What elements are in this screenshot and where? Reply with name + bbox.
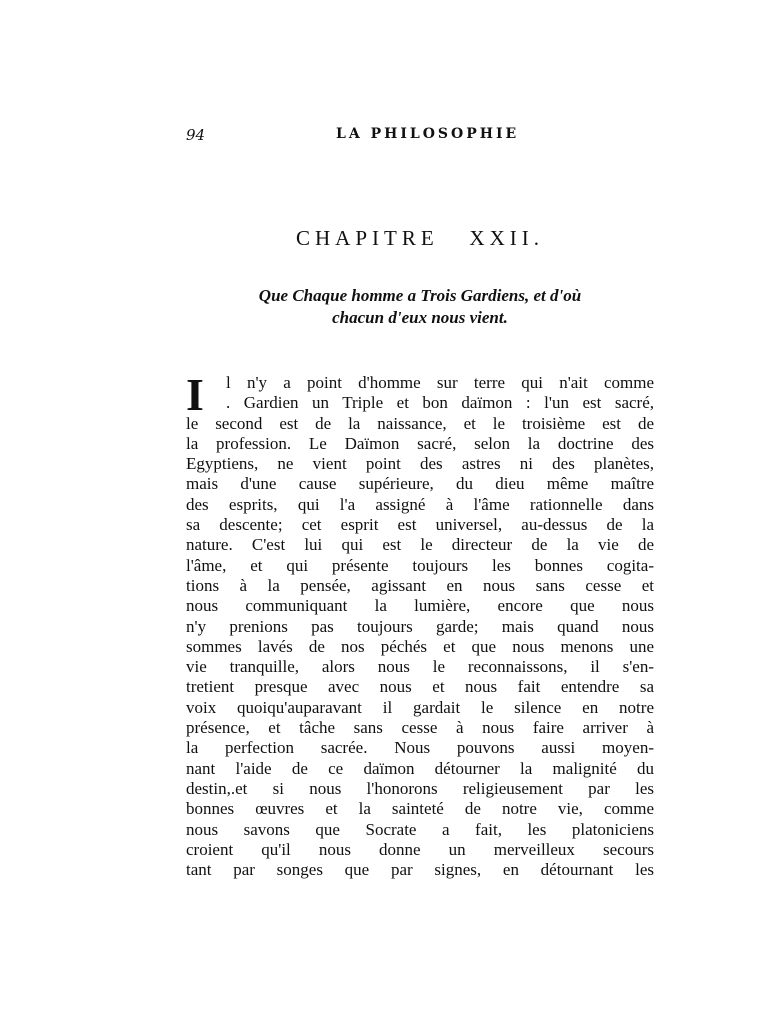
text-line: tant par songes que par signes, en détournant les: [186, 860, 654, 880]
body-text: [186, 369, 654, 880]
text-line: . Gardien un Triple et bon daïmon : l'un est sacré,: [226, 393, 654, 413]
text-line: bonnes œuvres et la sainteté de notre vie, comme: [186, 799, 654, 819]
text-line: mais d'une cause supérieure, du dieu même maître: [186, 474, 654, 494]
text-line: nant l'aide de ce daïmon détourner la malignité du: [186, 758, 654, 778]
text-line: n'y prenions pas toujours garde; mais quand nous: [186, 616, 654, 636]
text-line: la profession. Le Daïmon sacré, selon la doctrine des: [186, 433, 654, 453]
text-line: vie tranquille, alors nous le reconnaissons, il s'en-: [186, 657, 654, 677]
text-line: tretient presque avec nous et nous fait entendre sa: [186, 677, 654, 697]
page-number: 94: [186, 126, 206, 144]
subtitle-line: Que Chaque homme a Trois Gardiens, et d'où: [258, 286, 582, 305]
running-head: [186, 126, 654, 150]
text-line: nous savons que Socrate a fait, les platoniciens: [186, 819, 654, 839]
text-line: des esprits, qui l'a assigné à l'âme rationnelle dans: [186, 494, 654, 514]
text-line: voix quoiqu'auparavant il gardait le silence en notre: [186, 697, 654, 717]
paragraph-lines: [186, 414, 654, 881]
text-line: l'âme, et qui présente toujours les bonnes cogita-: [186, 555, 654, 575]
text-line: nous communiquant la lumière, encore que nous: [186, 596, 654, 616]
text-line: destin,.et si nous l'honorons religieusement par les: [186, 778, 654, 798]
text-line: nature. C'est lui qui est le directeur de la vie de: [186, 535, 654, 555]
text-line: présence, et tâche sans cesse à nous faire arriver à: [186, 718, 654, 738]
text-line: le second est de la naissance, et le troisième est de: [186, 413, 654, 433]
text-line: sa descente; cet esprit est universel, au-dessus de la: [186, 515, 654, 535]
drop-cap: I: [186, 369, 204, 420]
subtitle-line: chacun d'eux nous vient.: [332, 308, 508, 327]
text-line: la perfection sacrée. Nous pouvons aussi moyen-: [186, 738, 654, 758]
chapter-title: CHAPITRE XXII.: [296, 226, 544, 250]
text-line: croient qu'il nous donne un merveilleux secours: [186, 839, 654, 859]
text-line: sommes lavés de nos péchés et que nous menons une: [186, 636, 654, 656]
running-title: LA PHILOSOPHIE: [336, 126, 520, 142]
text-line: l n'y a point d'homme sur terre qui n'ait comme: [226, 373, 654, 392]
text-line: tions à la pensée, agissant en nous sans cesse et: [186, 575, 654, 595]
text-line: Egyptiens, ne vient point des astres ni des planètes,: [186, 454, 654, 474]
chapter-subtitle: [186, 285, 654, 329]
